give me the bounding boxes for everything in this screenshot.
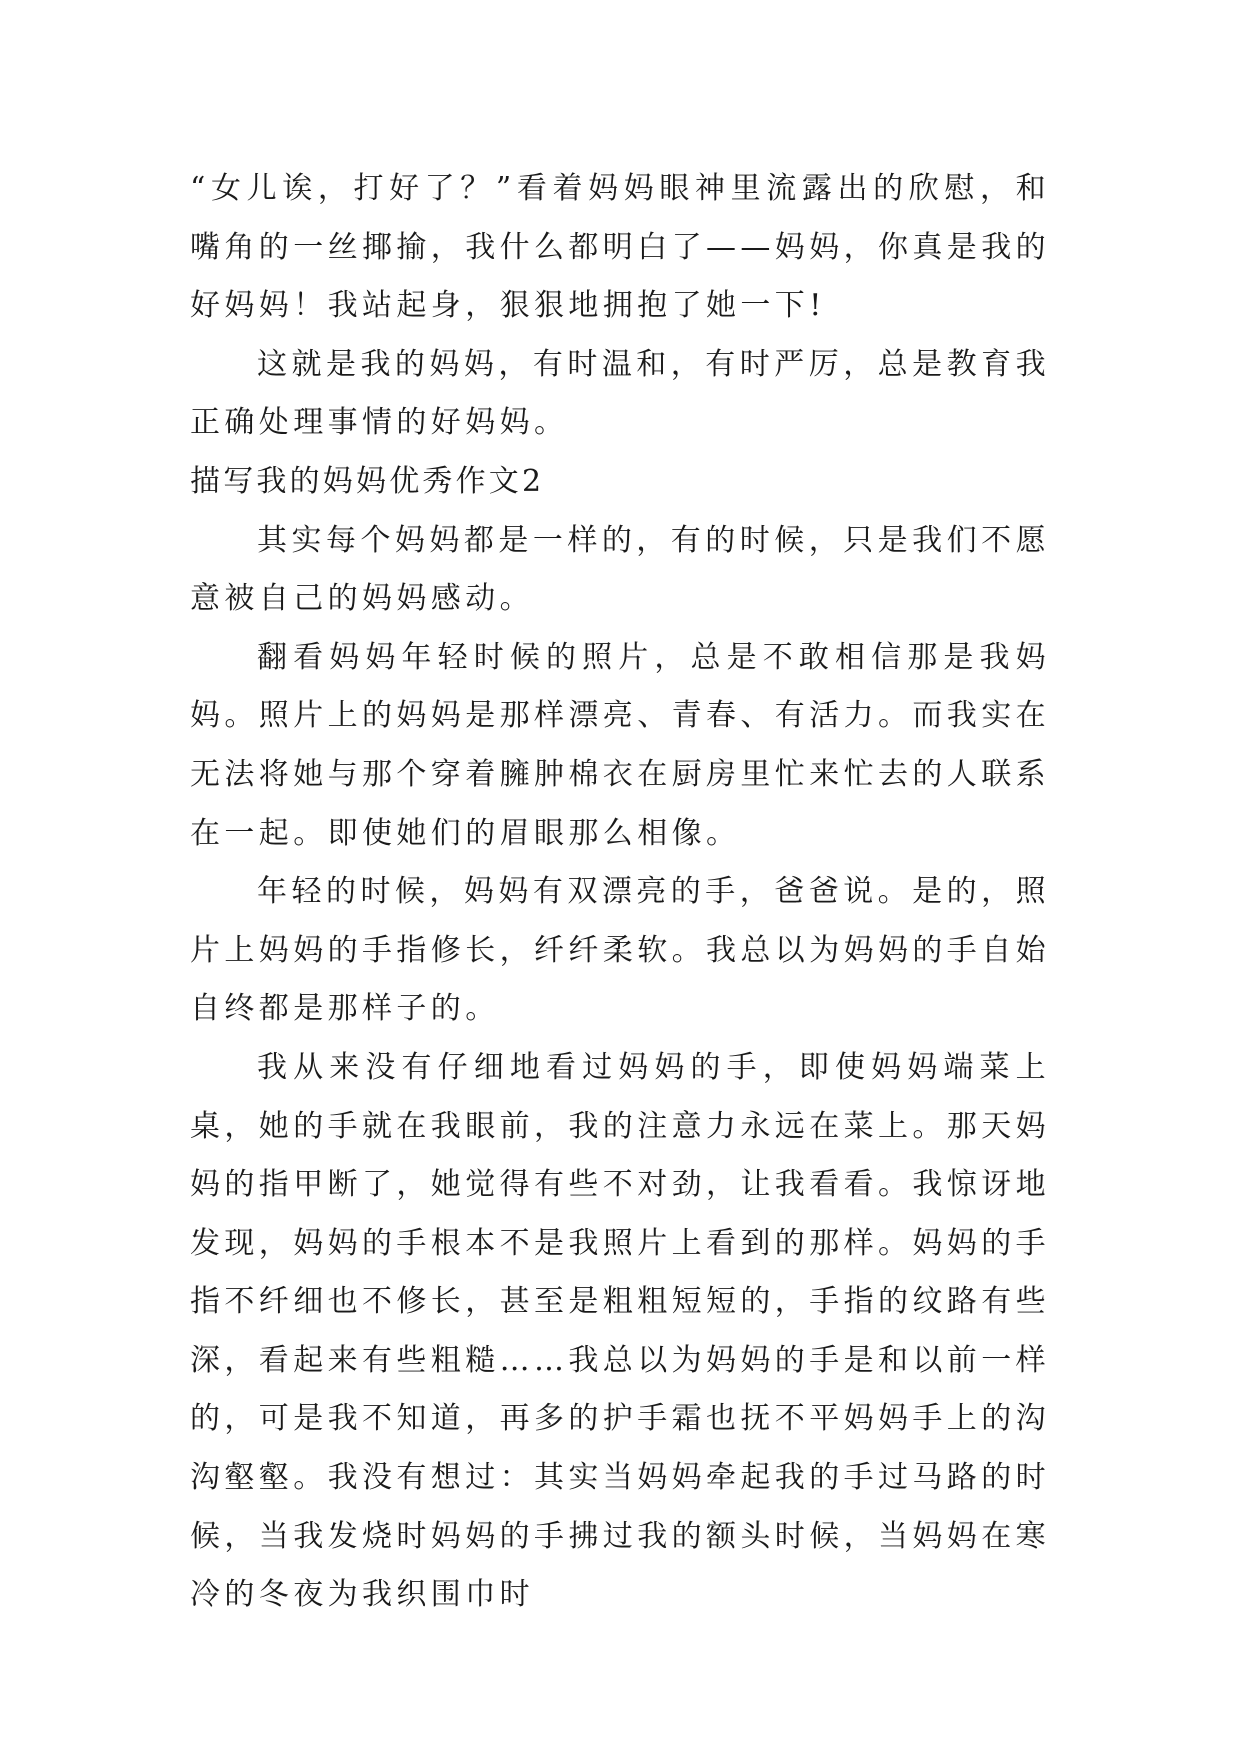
document-body xyxy=(190,160,1050,1625)
section-heading: 描写我的妈妈优秀作文2 xyxy=(190,463,545,499)
paragraph-summary: 这就是我的妈妈，有时温和，有时严厉，总是教育我正确处理事情的好妈妈。 xyxy=(190,346,1050,441)
paragraph: 其实每个妈妈都是一样的，有的时候，只是我们不愿意被自己的妈妈感动。 xyxy=(190,522,1050,617)
paragraph-continued: “女儿诶，打好了？”看着妈妈眼神里流露出的欣慰，和嘴角的一丝揶揄，我什么都明白了——妈妈，你真是我的好妈妈！我站起身，狠狠地拥抱了她一下! xyxy=(190,171,1050,324)
paragraph: 翻看妈妈年轻时候的照片，总是不敢相信那是我妈妈。照片上的妈妈是那样漂亮、青春、有活力。而我实在无法将她与那个穿着臃肿棉衣在厨房里忙来忙去的人联系在一起。即使她们的眉眼那么相像。 xyxy=(190,639,1050,851)
paragraph: 我从来没有仔细地看过妈妈的手，即使妈妈端菜上桌，她的手就在我眼前，我的注意力永远在菜上。那天妈妈的指甲断了，她觉得有些不对劲，让我看看。我惊讶地发现，妈妈的手根本不是我照片上看到的那样。妈妈的手指不纤细也不修长，甚至是粗粗短短的，手指的纹路有些深，看起来有些粗糙……我总以为妈妈的手是和以前一样的，可是我不知道，再多的护手霜也抚不平妈妈手上的沟沟壑壑。我没有想过：其实当妈妈牵起我的手过马路的时候，当我发烧时妈妈的手拂过我的额头时候，当妈妈在寒冷的冬夜为我织围巾时 xyxy=(190,1049,1050,1613)
paragraph: 年轻的时候，妈妈有双漂亮的手，爸爸说。是的，照片上妈妈的手指修长，纤纤柔软。我总以为妈妈的手自始自终都是那样子的。 xyxy=(190,874,1050,1027)
